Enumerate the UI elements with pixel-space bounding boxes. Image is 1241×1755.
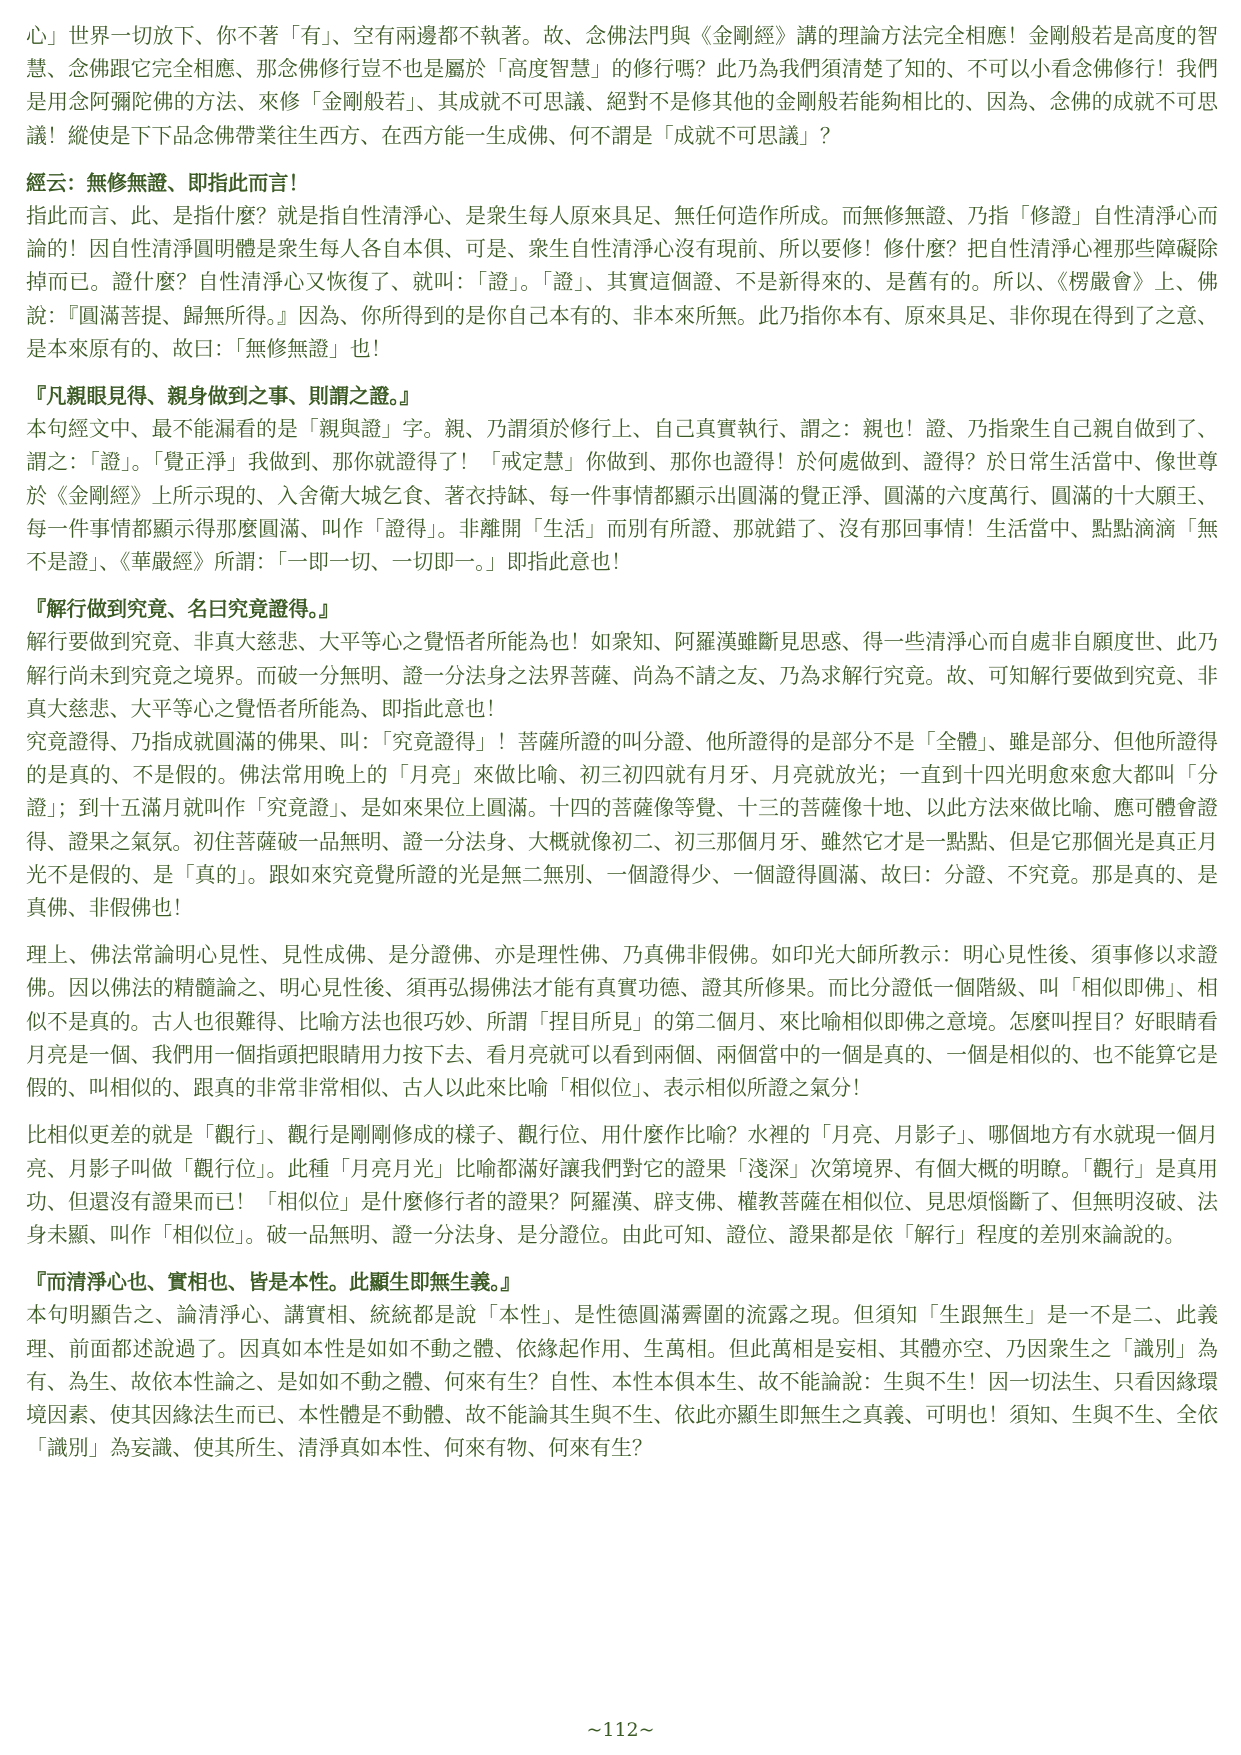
section-heading: 『凡親眼見得、親身做到之事、則謂之證。』 <box>26 384 420 409</box>
paragraph: 本句經文中、最不能漏看的是「親與證」字。親、乃謂須於修行上、自己真實執行、謂之：親也！證、乃指衆生自己親自做到了、謂之：「證」。「覺正淨」我做到、那你就證得了！「戒定慧」你做到、那你也證得！於何處做到、證得？於日常生活當中、像世尊於《金剛經》上所示現的、入舍衛大城乞食、著衣持缽、每一件事情都顯示出圓滿的覺正淨、圓滿的六度萬行、圓滿的十大願王、每一件事情都顯示得那麼圓滿、叫作「證得」。非離開「生活」而別有所證、那就錯了、沒有那回事情！生活當中、點點滴滴「無不是證」、《華嚴經》所謂：「一即一切、一切即一。」即指此意也！ <box>26 417 1218 575</box>
document-body <box>26 20 1218 1465</box>
section-heading: 『解行做到究竟、名曰究竟證得。』 <box>26 597 339 622</box>
section-heading: 『而清淨心也、實相也、皆是本性。此顯生即無生義。』 <box>26 1270 521 1295</box>
paragraph: 解行要做到究竟、非真大慈悲、大平等心之覺悟者所能為也！如衆知、阿羅漢雖斷見思惑、得一些清淨心而自處非自願度世、此乃解行尚未到究竟之境界。而破一分無明、證一分法身之法界菩薩、尚為不請之友、乃為求解行究竟。故、可知解行要做到究竟、非真大慈悲、大平等心之覺悟者所能為、即指此意也！ <box>26 630 1218 721</box>
paragraph: 指此而言、此、是指什麼？就是指自性清淨心、是衆生每人原來具足、無任何造作所成。而無修無證、乃指「修證」自性清淨心而論的！因自性清淨圓明體是衆生每人各自本俱、可是、衆生自性清淨心沒有現前、所以要修！修什麼？把自性清淨心裡那些障礙除掉而已。證什麼？自性清淨心又恢復了、就叫：「證」。「證」、其實這個證、不是新得來的、是舊有的。所以、《楞嚴會》上、佛說：『圓滿菩提、歸無所得。』因為、你所得到的是你自己本有的、非本來所無。此乃指你本有、原來具足、非你現在得到了之意、是本來原有的、故曰：「無修無證」也！ <box>26 204 1218 361</box>
section-heading: 經云：無修無證、即指此而言！ <box>26 170 309 195</box>
paragraph: 心」世界一切放下、你不著「有」、空有兩邊都不執著。故、念佛法門與《金剛經》講的理論方法完全相應！金剛般若是高度的智慧、念佛跟它完全相應、那念佛修行豈不也是屬於「高度智慧」的修行嗎？此乃為我們須清楚了知的、不可以小看念佛修行！我們是用念阿彌陀佛的方法、來修「金剛般若」、其成就不可思議、絕對不是修其他的金剛般若能夠相比的、因為、念佛的成就不可思議！縱使是下下品念佛帶業往生西方、在西方能一生成佛、何不謂是「成就不可思議」？ <box>26 24 1218 148</box>
paragraph: 理上、佛法常論明心見性、見性成佛、是分證佛、亦是理性佛、乃真佛非假佛。如印光大師所教示：明心見性後、須事修以求證佛。因以佛法的精髓論之、明心見性後、須再弘揚佛法才能有真實功德、證其所修果。而比分證低一個階級、叫「相似即佛」、相似不是真的。古人也很難得、比喻方法也很巧妙、所謂「捏目所見」的第二個月、來比喻相似即佛之意境。怎麼叫捏目？好眼睛看月亮是一個、我們用一個指頭把眼睛用力按下去、看月亮就可以看到兩個、兩個當中的一個是真的、一個是相似的、也不能算它是假的、叫相似的、跟真的非常非常相似、古人以此來比喻「相似位」、表示相似所證之氣分！ <box>26 943 1218 1101</box>
paragraph: 究竟證得、乃指成就圓滿的佛果、叫：「究竟證得」！菩薩所證的叫分證、他所證得的是部分不是「全體」、雖是部分、但他所證得的是真的、不是假的。佛法常用晚上的「月亮」來做比喻、初三初四就有月牙、月亮就放光；一直到十四光明愈來愈大都叫「分證」；到十五滿月就叫作「究竟證」、是如來果位上圓滿。十四的菩薩像等覺、十三的菩薩像十地、以此方法來做比喻、應可體會證得、證果之氣氛。初住菩薩破一品無明、證一分法身、大概就像初二、初三那個月牙、雖然它才是一點點、但是它那個光是真正月光不是假的、是「真的」。跟如來究竟覺所證的光是無二無別、一個證得少、一個證得圓滿、故曰：分證、不究竟。那是真的、是真佛、非假佛也！ <box>26 730 1218 921</box>
paragraph: 本句明顯告之、論清淨心、講實相、統統都是說「本性」、是性德圓滿霽圍的流露之現。但須知「生跟無生」是一不是二、此義理、前面都述說過了。因真如本性是如如不動之體、依緣起作用、生萬相。但此萬相是妄相、其體亦空、乃因衆生之「識別」為有、為生、故依本性論之、是如如不動之體、何來有生？自性、本性本俱本生、故不能論說：生與不生！因一切法生、只看因緣環境因素、使其因緣法生而已、本性體是不動體、故不能論其生與不生、依此亦顯生即無生之真義、可明也！須知、生與不生、全依「識別」為妄識、使其所生、清淨真如本性、何來有物、何來有生？ <box>26 1303 1218 1461</box>
paragraph: 比相似更差的就是「觀行」、觀行是剛剛修成的樣子、觀行位、用什麼作比喻？水裡的「月亮、月影子」、哪個地方有水就現一個月亮、月影子叫做「觀行位」。此種「月亮月光」比喻都滿好讓我們對它的證果「淺深」次第境界、有個大概的明瞭。「觀行」是真用功、但還沒有證果而已！「相似位」是什麼修行者的證果？阿羅漢、辟支佛、權教菩薩在相似位、見思煩惱斷了、但無明沒破、法身未顯、叫作「相似位」。破一品無明、證一分法身、是分證位。由此可知、證位、證果都是依「解行」程度的差別來論說的。 <box>26 1123 1218 1247</box>
page-number: ~112~ <box>586 1719 655 1741</box>
